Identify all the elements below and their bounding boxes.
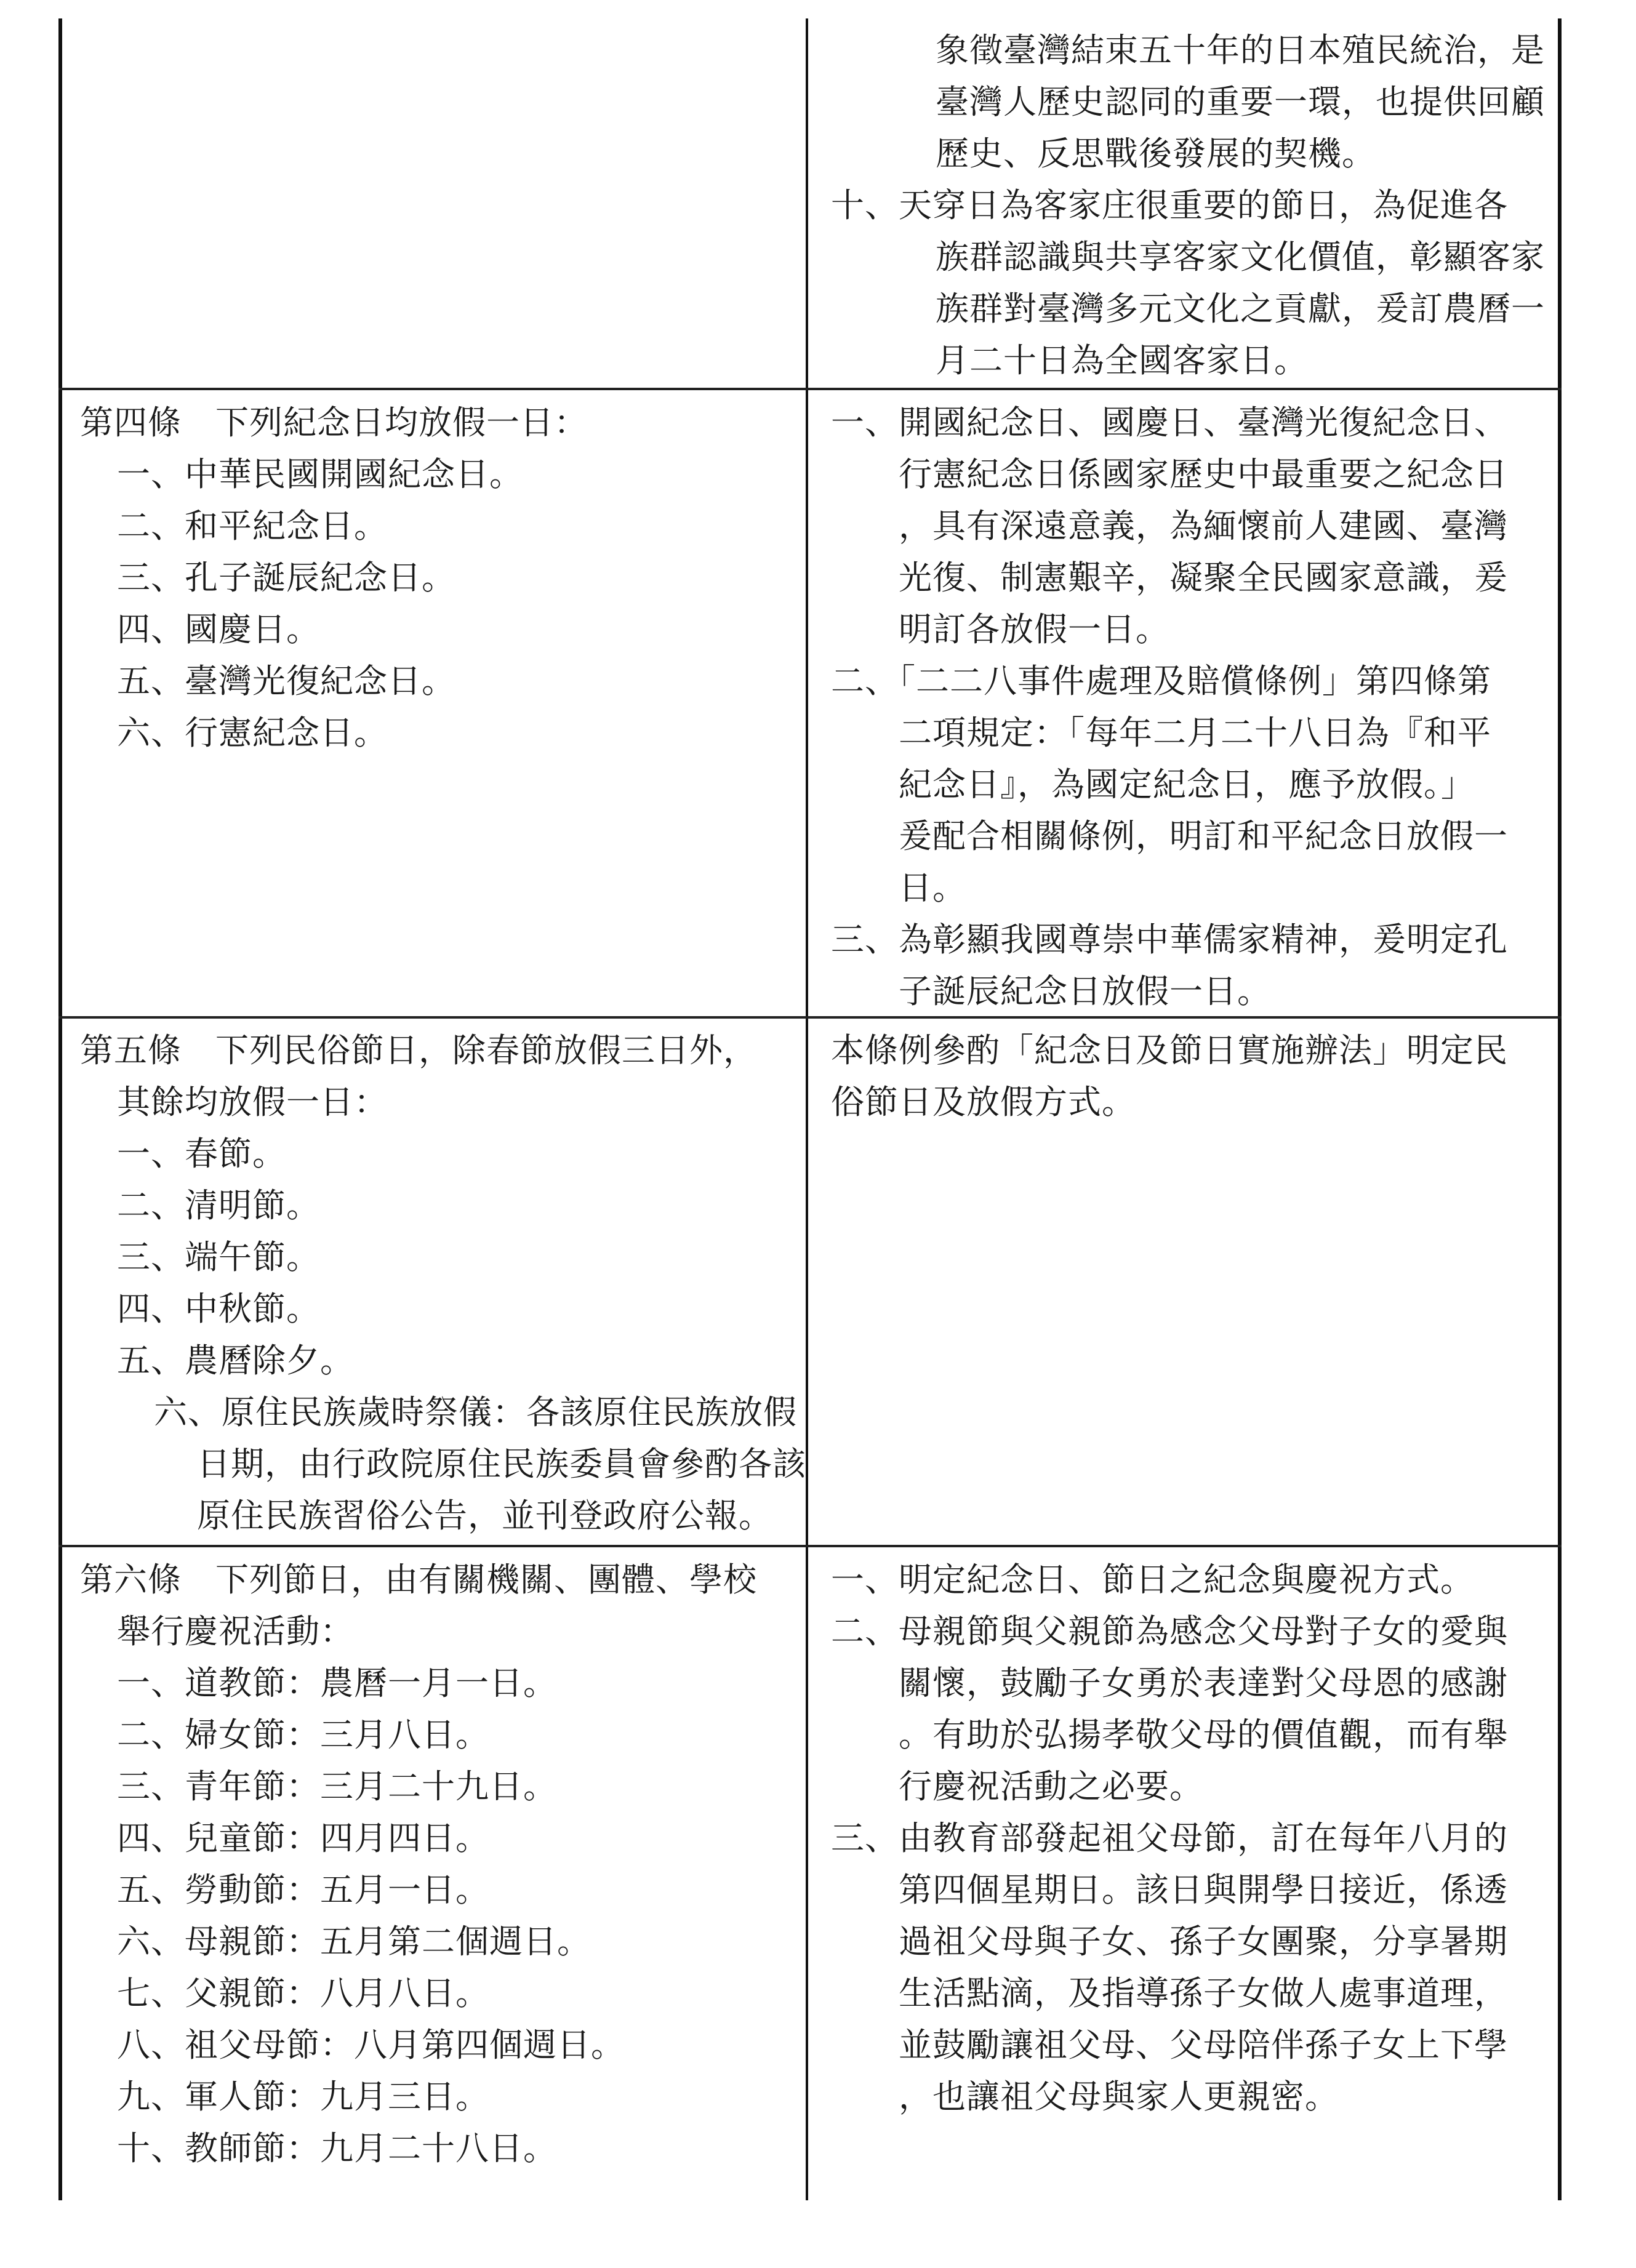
- text-line: 二、母親節與父親節為感念父母對子女的愛與: [831, 1612, 1508, 1651]
- row-divider-3: [58, 1545, 1562, 1547]
- text-line: 二、婦女節：三月八日。: [117, 1715, 489, 1754]
- text-line: 五、勞動節：五月一日。: [117, 1870, 489, 1909]
- text-line: 紀念日』，為國定紀念日，應予放假。」: [899, 765, 1475, 804]
- text-line: 其餘均放假一日：: [117, 1083, 388, 1121]
- text-line: 七、父親節：八月八日。: [117, 1974, 489, 2013]
- text-line: 三、孔子誕辰紀念日。: [117, 558, 455, 597]
- text-line: 子誕辰紀念日放假一日。: [899, 972, 1271, 1011]
- text-line: 原住民族習俗公告，並刊登政府公報。: [197, 1496, 772, 1535]
- text-line: 關懷，鼓勵子女勇於表達對父母恩的感謝: [899, 1664, 1508, 1702]
- text-line: 三、為彰顯我國尊崇中華儒家精神，爰明定孔: [831, 920, 1508, 959]
- text-line: 過祖父母與子女、孫子女團聚，分享暑期: [899, 1922, 1508, 1961]
- text-line: 一、道教節：農曆一月一日。: [117, 1664, 557, 1702]
- text-line: 二、「二二八事件處理及賠償條例」第四條第: [831, 662, 1491, 700]
- text-line: 日。: [899, 868, 966, 907]
- text-line: 六、原住民族歲時祭儀：各該原住民族放假: [154, 1393, 797, 1432]
- text-line: 日期，由行政院原住民族委員會參酌各該: [197, 1445, 806, 1483]
- text-line: 四、國慶日。: [117, 610, 320, 649]
- text-line: 歷史、反思戰後發展的契機。: [936, 134, 1376, 173]
- text-line: 光復、制憲艱辛，凝聚全民國家意識，爰: [899, 558, 1508, 597]
- text-line: 八、祖父母節：八月第四個週日。: [117, 2026, 625, 2064]
- text-line: 第五條 下列民俗節日，除春節放假三日外，: [80, 1031, 757, 1070]
- text-line: 象徵臺灣結束五十年的日本殖民統治，是: [936, 31, 1545, 70]
- text-line: 月二十日為全國客家日。: [936, 341, 1308, 380]
- text-line: 生活點滴，及指導孫子女做人處事道理，: [899, 1974, 1508, 2013]
- text-line: 一、中華民國開國紀念日。: [117, 455, 523, 494]
- text-line: 第四條 下列紀念日均放假一日：: [80, 403, 588, 442]
- text-line: 二、清明節。: [117, 1186, 320, 1225]
- text-line: 四、兒童節：四月四日。: [117, 1819, 489, 1857]
- text-line: 九、軍人節：九月三日。: [117, 2077, 489, 2116]
- text-line: 行慶祝活動之必要。: [899, 1767, 1203, 1806]
- text-line: 第六條 下列節日，由有關機關、團體、學校: [80, 1560, 757, 1599]
- table-right-border: [1558, 18, 1562, 2200]
- text-line: 族群對臺灣多元文化之貢獻，爰訂農曆一: [936, 289, 1545, 328]
- text-line: 第四個星期日。該日與開學日接近，係透: [899, 1870, 1508, 1909]
- text-line: 三、端午節。: [117, 1238, 320, 1276]
- text-line: 五、臺灣光復紀念日。: [117, 662, 455, 700]
- text-line: 爰配合相關條例，明訂和平紀念日放假一: [899, 817, 1508, 856]
- text-line: 舉行慶祝活動：: [117, 1612, 354, 1651]
- text-line: 俗節日及放假方式。: [831, 1083, 1136, 1121]
- text-line: 臺灣人歷史認同的重要一環，也提供回顧: [936, 82, 1545, 121]
- text-line: 行憲紀念日係國家歷史中最重要之紀念日: [899, 455, 1508, 494]
- text-line: 二、和平紀念日。: [117, 507, 388, 545]
- row-divider-2: [58, 1016, 1562, 1019]
- text-line: 三、青年節：三月二十九日。: [117, 1767, 557, 1806]
- text-line: 明訂各放假一日。: [899, 610, 1169, 649]
- table-left-border: [58, 18, 62, 2200]
- table-middle-divider: [806, 18, 808, 2200]
- row-divider-1: [58, 388, 1562, 390]
- text-line: 四、中秋節。: [117, 1289, 320, 1328]
- text-line: 二項規定：「每年二月二十八日為『和平: [899, 713, 1491, 752]
- text-line: 。有助於弘揚孝敬父母的價值觀，而有舉: [899, 1715, 1508, 1754]
- text-line: ，具有深遠意義，為緬懷前人建國、臺灣: [899, 507, 1508, 545]
- text-line: 六、母親節：五月第二個週日。: [117, 1922, 591, 1961]
- text-line: 族群認識與共享客家文化價值，彰顯客家: [936, 238, 1545, 276]
- text-line: 本條例參酌「紀念日及節日實施辦法」明定民: [831, 1031, 1508, 1070]
- text-line: 十、天穿日為客家庄很重要的節日，為促進各: [831, 186, 1508, 225]
- text-line: ，也讓祖父母與家人更親密。: [899, 2077, 1339, 2116]
- text-line: 一、開國紀念日、國慶日、臺灣光復紀念日、: [831, 403, 1508, 442]
- text-line: 三、由教育部發起祖父母節，訂在每年八月的: [831, 1819, 1508, 1857]
- text-line: 六、行憲紀念日。: [117, 713, 388, 752]
- text-line: 一、明定紀念日、節日之紀念與慶祝方式。: [831, 1560, 1474, 1599]
- text-line: 五、農曆除夕。: [117, 1341, 354, 1380]
- text-line: 並鼓勵讓祖父母、父母陪伴孫子女上下學: [899, 2026, 1508, 2064]
- text-line: 十、教師節：九月二十八日。: [117, 2129, 557, 2168]
- text-line: 一、春節。: [117, 1134, 286, 1173]
